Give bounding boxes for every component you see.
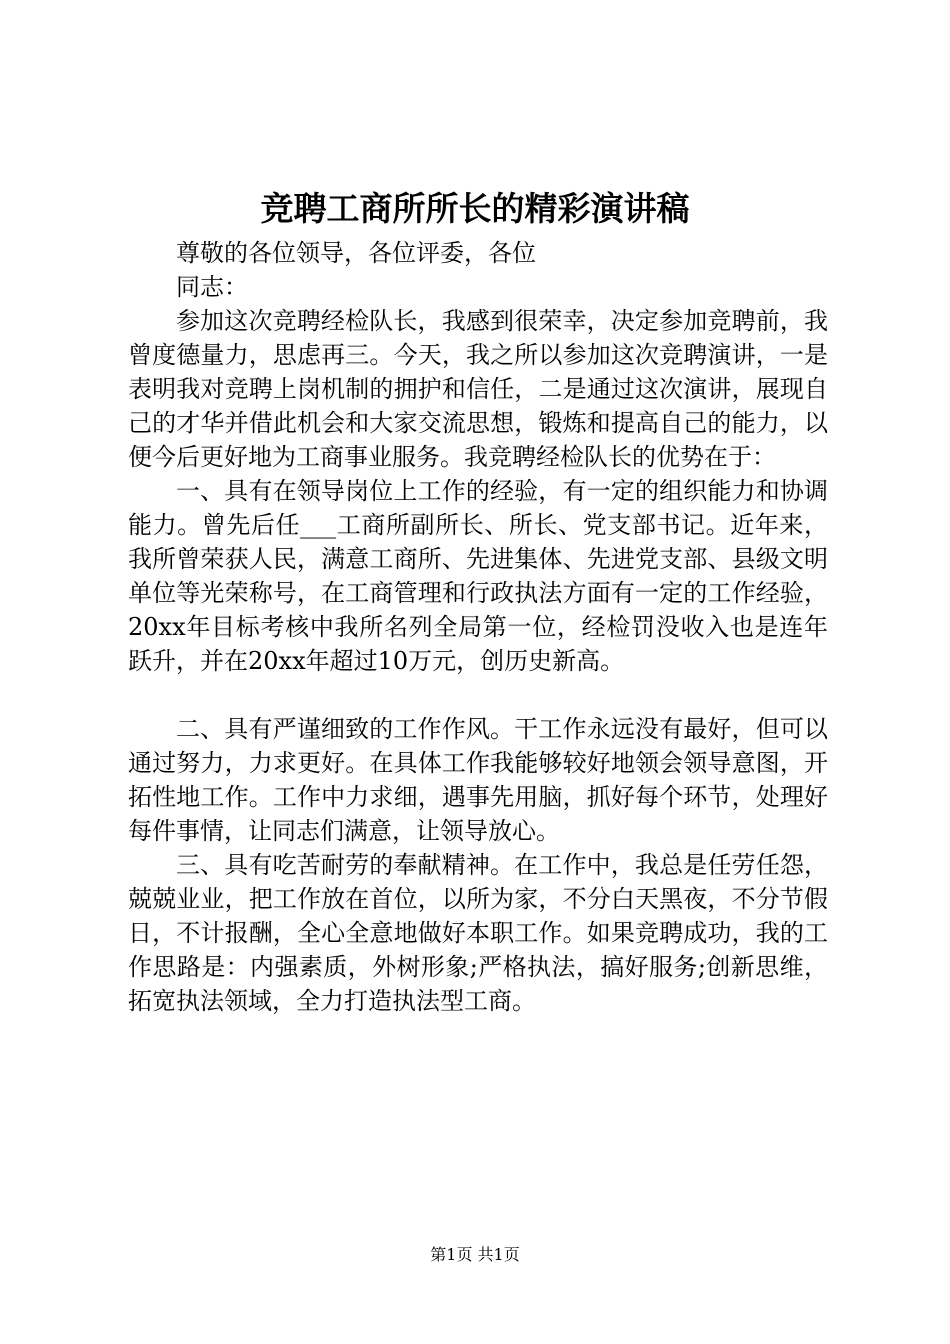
paragraph-gap — [128, 678, 828, 712]
paragraph-point-3: 三、具有吃苦耐劳的奉献精神。在工作中，我总是任劳任怨，兢兢业业，把工作放在首位，以所为家，不分白天黑夜，不分节假日，不计报酬，全心全意地做好本职工作。如果竞聘成功，我的工作思路是：内强素质，外树形象;严格执法，搞好服务;创新思维，拓宽执法领域，全力打造执法型工商。 — [128, 851, 828, 1015]
paragraph-point-2: 二、具有严谨细致的工作作风。干工作永远没有最好，但可以通过努力，力求更好。在具体工作我能够较好地领会领导意图，开拓性地工作。工作中力求细，遇事先用脑，抓好每个环节，处理好每件事情，让同志们满意，让领导放心。 — [128, 715, 828, 845]
document-body — [128, 236, 828, 1018]
document-title: 竞聘工商所所长的精彩演讲稿 — [260, 189, 690, 228]
paragraph-point-1: 一、具有在领导岗位上工作的经验，有一定的组织能力和协调能力。曾先后任___工商所副所长、所长、党支部书记。近年来，我所曾荣获人民，满意工商所、先进集体、先进党支部、县级文明单位等光荣称号，在工商管理和行政执法方面有一定的工作经验，20xx年目标考核中我所名列全局第一位，经检罚没收入也是连年跃升，并在20xx年超过10万元，创历史新高。 — [128, 477, 828, 675]
salutation-line-1: 尊敬的各位领导，各位评委，各位 — [176, 239, 536, 267]
paragraph-intro: 参加这次竞聘经检队长，我感到很荣幸，决定参加竞聘前，我曾度德量力，思虑再三。今天，我之所以参加这次竞聘演讲，一是表明我对竞聘上岗机制的拥护和信任，二是通过这次演讲，展现自己的才华并借此机会和大家交流思想，锻炼和提高自己的能力，以便今后更好地为工商事业服务。我竞聘经检队长的优势在于： — [128, 307, 828, 471]
page-footer: 第1页 共1页 — [430, 1245, 520, 1264]
salutation-line-2: 同志： — [176, 273, 248, 301]
